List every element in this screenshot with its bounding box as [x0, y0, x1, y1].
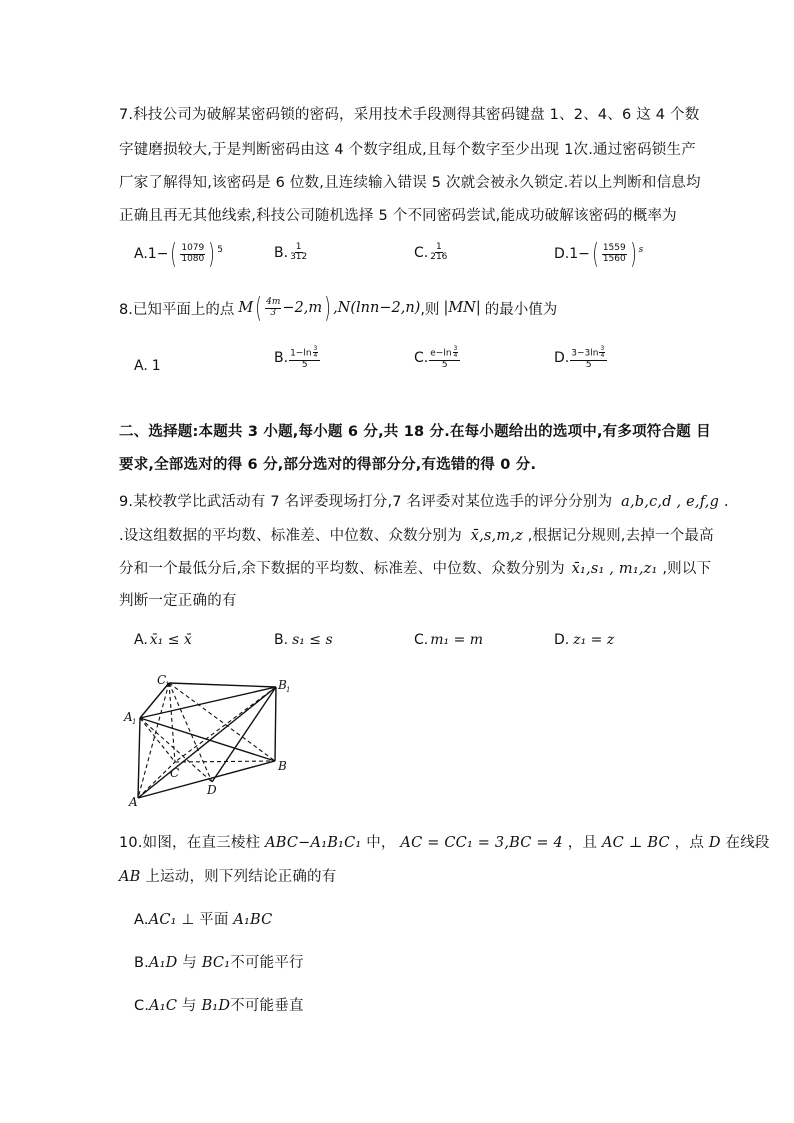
label-a1-sub: 1: [132, 718, 137, 726]
label-a1: A: [124, 710, 133, 724]
label-a: A: [129, 795, 138, 809]
fraction: $\frac{1}{216}$: [430, 242, 448, 263]
q10-option-c: C.A₁C 与 B₁D不可能垂直: [134, 998, 304, 1014]
q8-stem: 8.已知平面上的点 M ( $\frac{4m}{3}$ −2,m ) ,N(lnn−2,n) ,则 |MN| 的最小值为: [119, 291, 558, 324]
label-d: D: [207, 783, 217, 797]
q9-option-a: A. x̄₁ ≤ x̄: [134, 632, 192, 648]
q8-option-d: D. 3−3ln $\frac{3}{4}$ 5: [554, 346, 608, 370]
q9-line-4: 判断一定正确的有: [119, 593, 237, 609]
q7-line-1: 7.科技公司为破解某密码锁的密码，采用技术手段测得其密码键盘 1、2、4、6 这 4 个数: [119, 107, 700, 123]
q9-option-b: B. s₁ ≤ s: [274, 632, 333, 648]
q7-option-c: C. $\frac{1}{216}$: [414, 242, 448, 263]
edge-c1-a: [138, 683, 169, 798]
q10-line-1: 10.如图，在直三棱柱 ABC−A₁B₁C₁ 中， AC = CC₁ = 3,BC = 4 ，且 AC ⊥ BC ，点 D 在线段: [119, 835, 770, 851]
fraction: 3−3ln $\frac{3}{4}$ 5: [570, 346, 607, 370]
fraction: e−ln $\frac{3}{4}$ 5: [429, 346, 460, 370]
q8-option-b: B. 1−ln $\frac{3}{4}$ 5: [274, 346, 321, 370]
q7-line-2: 字键磨损较大,于是判断密码由这 4 个数字组成,且每个数字至少出现 1次.通过密码锁生产: [119, 142, 696, 158]
edge-b1-b: [275, 687, 276, 761]
q9-line-2: .设这组数据的平均数、标准差、中位数、众数分别为 x̄,s,m,z ,根据记分规则,去掉一个最高: [119, 528, 714, 544]
edge-b1-a: [138, 687, 276, 798]
fraction: 1−ln $\frac{3}{4}$ 5: [289, 346, 320, 370]
label-c1-sub: 1: [165, 681, 170, 689]
q7-option-b: B. $\frac{1}{312}$: [274, 242, 308, 263]
q7-option-a: A. 1− ( $\frac{1079}{1080}$ ) 5: [134, 237, 223, 270]
q7-line-3: 厂家了解得知,该密码是 6 位数,且连续输入错误 5 次就会被永久锁定.若以上判断和信息均: [119, 175, 701, 191]
edge-a1-b: [140, 718, 275, 761]
q8-option-a: A. 1: [134, 358, 161, 374]
prism-figure: [120, 670, 310, 810]
edge-c1-b: [169, 683, 275, 761]
q10-option-b: B.A₁D 与 BC₁不可能平行: [134, 955, 304, 971]
q9-option-d: D. z₁ = z: [554, 632, 615, 648]
q7-line-4: 正确且再无其他线索,科技公司随机选择 5 个不同密码尝试,能成功破解该密码的概率为: [119, 208, 677, 224]
section-2-heading-line-2: 要求,全部选对的得 6 分,部分选对的得部分分,有选错的得 0 分.: [119, 457, 537, 473]
label-b1: B: [278, 678, 287, 692]
label-b1-sub: 1: [286, 686, 291, 694]
label-c1: C: [157, 673, 167, 687]
fraction: $\frac{1079}{1080}$: [181, 243, 205, 264]
q10-option-a: A.AC₁ ⊥ 平面 A₁BC: [134, 912, 273, 928]
q9-option-c: C. m₁ = m: [414, 632, 484, 648]
edge-c1-c: [169, 683, 175, 762]
q10-line-2: AB 上运动，则下列结论正确的有: [119, 869, 337, 885]
fraction: $\frac{1559}{1560}$: [602, 243, 626, 264]
label-b: B: [278, 759, 287, 773]
q8-option-c: C. e−ln $\frac{3}{4}$ 5: [414, 346, 461, 370]
edge-a1-a: [138, 718, 140, 798]
q9-line-3: 分和一个最低分后,余下数据的平均数、标准差、中位数、众数分别为 x̄₁,s₁ , m₁,z₁ ,则以下: [119, 561, 712, 577]
q7-option-d: D. 1− ( $\frac{1559}{1560}$ ) s: [554, 237, 644, 270]
edge-b1-d: [212, 687, 276, 782]
fraction: $\frac{1}{312}$: [290, 242, 308, 263]
fraction: $\frac{4m}{3}$: [266, 297, 281, 318]
section-2-heading-line-1: 二、选择题:本题共 3 小题,每小题 6 分,共 18 分.在每小题给出的选项中,有多项符合题 目: [119, 424, 711, 440]
label-c: C: [170, 766, 180, 780]
edge-c1-b1: [169, 683, 276, 687]
q9-line-1: 9.某校教学比武活动有 7 名评委现场打分,7 名评委对某位选手的评分分别为 a,b,c,d , e,f,g .: [119, 494, 729, 510]
